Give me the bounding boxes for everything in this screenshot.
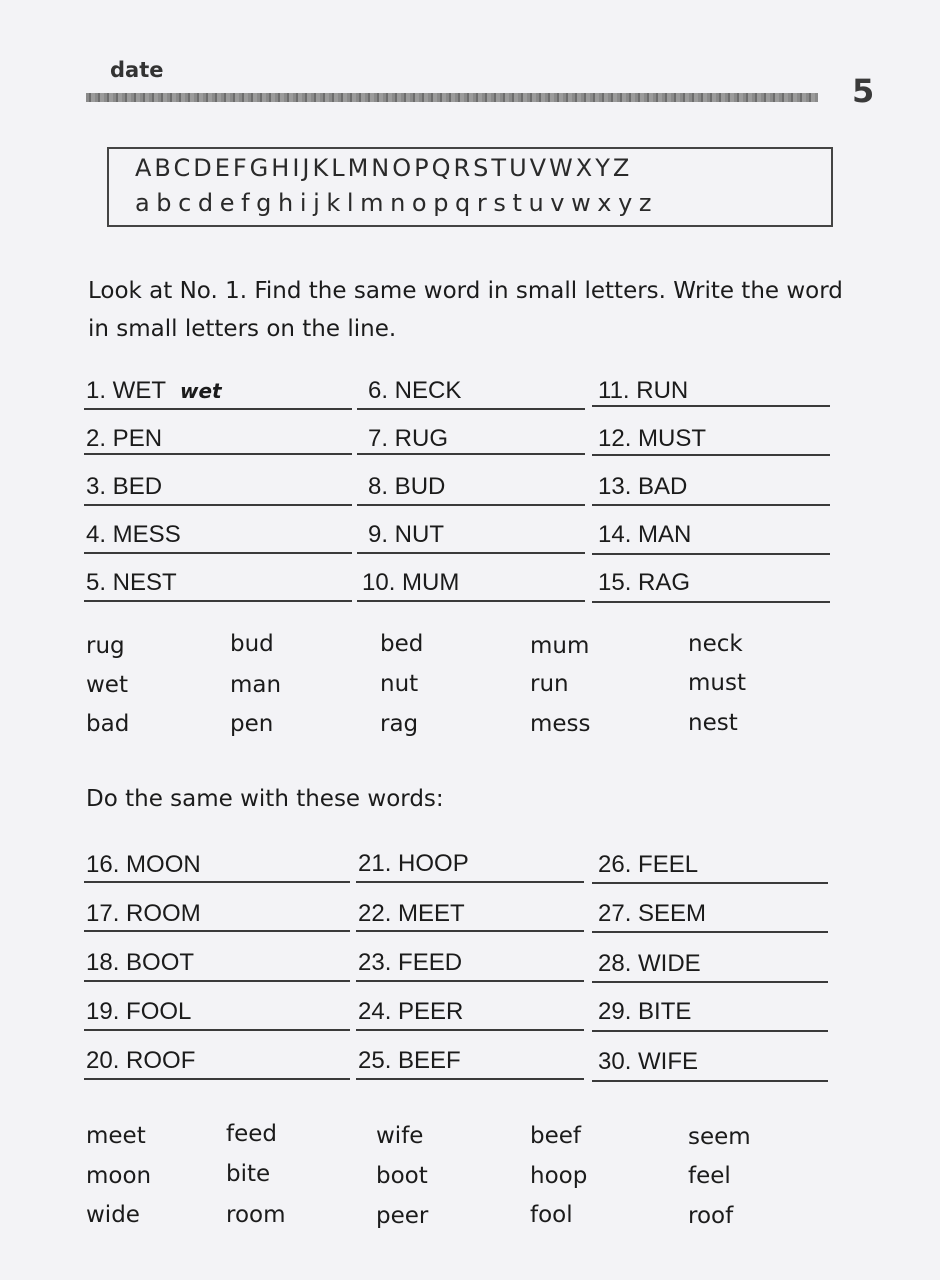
answer-line bbox=[592, 1080, 828, 1082]
word-bank-word: neck bbox=[688, 631, 743, 657]
exercise-item: 8. BUD bbox=[368, 473, 446, 500]
word-bank-word: bud bbox=[230, 631, 274, 657]
answer-line bbox=[592, 1030, 828, 1032]
exercise-item: 26. FEEL bbox=[598, 851, 699, 878]
exercise-item: 7. RUG bbox=[368, 425, 449, 452]
word-bank-word: bad bbox=[86, 711, 130, 737]
word-bank-word: mess bbox=[530, 711, 591, 737]
answer-line bbox=[592, 931, 828, 933]
word-bank-word: wet bbox=[86, 672, 128, 698]
word-bank-word: nut bbox=[380, 671, 419, 697]
word-bank-word: feel bbox=[688, 1163, 731, 1189]
word-bank-word: feed bbox=[226, 1121, 277, 1147]
word-bank-word: pen bbox=[230, 711, 274, 737]
word-bank-word: man bbox=[230, 672, 282, 698]
exercise-item: 10. MUM bbox=[362, 569, 460, 596]
header-rule bbox=[86, 93, 818, 102]
word-bank-word: beef bbox=[530, 1123, 581, 1149]
answer-line bbox=[84, 504, 352, 506]
exercise-item: 28. WIDE bbox=[598, 950, 701, 977]
answer-line bbox=[357, 408, 585, 410]
exercise-item: 16. MOON bbox=[86, 851, 201, 878]
exercise-item: 21. HOOP bbox=[358, 850, 469, 877]
word-bank-word: meet bbox=[86, 1123, 146, 1149]
word-bank-word: roof bbox=[688, 1203, 734, 1229]
word-bank-word: wife bbox=[376, 1123, 424, 1149]
answer-line bbox=[592, 405, 830, 407]
exercise-item: 25. BEEF bbox=[358, 1047, 461, 1074]
word-bank-word: wide bbox=[86, 1202, 140, 1228]
exercise-item: 30. WIFE bbox=[598, 1048, 699, 1075]
word-bank-word: hoop bbox=[530, 1163, 588, 1189]
sample-answer: wet bbox=[180, 379, 222, 403]
word-bank-word: room bbox=[226, 1202, 286, 1228]
answer-line bbox=[84, 600, 352, 602]
answer-line bbox=[356, 1078, 584, 1080]
answer-line bbox=[357, 552, 585, 554]
word-bank-word: run bbox=[530, 671, 569, 697]
exercise-item: 18. BOOT bbox=[86, 949, 195, 976]
answer-line bbox=[84, 930, 350, 932]
word-bank-word: fool bbox=[530, 1202, 573, 1228]
exercise-item: 5. NEST bbox=[86, 569, 177, 596]
word-bank-word: rag bbox=[380, 711, 419, 737]
answer-line bbox=[592, 981, 828, 983]
word-bank-word: bed bbox=[380, 631, 424, 657]
exercise-item: 14. MAN bbox=[598, 521, 692, 548]
answer-line bbox=[356, 1029, 584, 1031]
answer-line bbox=[84, 1078, 350, 1080]
exercise-item bbox=[86, 377, 222, 405]
exercise-item: 20. ROOF bbox=[86, 1047, 196, 1074]
answer-line bbox=[356, 881, 584, 883]
answer-line bbox=[84, 881, 350, 883]
page-number: 5 bbox=[852, 72, 875, 110]
date-label: date bbox=[110, 58, 164, 82]
word-bank-word: peer bbox=[376, 1203, 429, 1229]
instruction-section-2: Do the same with these words: bbox=[86, 786, 444, 812]
answer-line bbox=[84, 408, 352, 410]
exercise-item: 2. PEN bbox=[86, 425, 163, 452]
word-bank-word: bite bbox=[226, 1161, 271, 1187]
word-bank-word: boot bbox=[376, 1163, 428, 1189]
word-bank-word: moon bbox=[86, 1163, 152, 1189]
alphabet-uppercase: ABCDEFGHIJKLMNOPQRSTUVWXYZ bbox=[135, 154, 633, 182]
exercise-item: 19. FOOL bbox=[86, 998, 192, 1025]
exercise-item: 11. RUN bbox=[598, 377, 689, 404]
answer-line bbox=[84, 980, 350, 982]
answer-line bbox=[592, 601, 830, 603]
alphabet-box bbox=[107, 147, 833, 227]
alphabet-lowercase: abcdefghijklmnopqrstuvwxyz bbox=[135, 189, 659, 217]
answer-line bbox=[84, 453, 352, 455]
exercise-item: 15. RAG bbox=[598, 569, 691, 596]
word-bank-word: must bbox=[688, 670, 746, 696]
answer-line bbox=[592, 882, 828, 884]
answer-line bbox=[356, 980, 584, 982]
answer-line bbox=[357, 504, 585, 506]
exercise-item: 24. PEER bbox=[358, 998, 464, 1025]
answer-line bbox=[357, 453, 585, 455]
answer-line bbox=[84, 1029, 350, 1031]
exercise-item: 22. MEET bbox=[358, 900, 465, 927]
word-bank-word: seem bbox=[688, 1124, 751, 1150]
exercise-label: 1. WET bbox=[86, 377, 167, 404]
exercise-item: 3. BED bbox=[86, 473, 163, 500]
answer-line bbox=[356, 930, 584, 932]
exercise-item: 27. SEEM bbox=[598, 900, 707, 927]
word-bank-word: nest bbox=[688, 710, 738, 736]
exercise-item: 9. NUT bbox=[368, 521, 445, 548]
answer-line bbox=[592, 553, 830, 555]
exercise-item: 4. MESS bbox=[86, 521, 181, 548]
answer-line bbox=[592, 454, 830, 456]
word-bank-word: mum bbox=[530, 633, 590, 659]
exercise-item: 13. BAD bbox=[598, 473, 688, 500]
exercise-item: 6. NECK bbox=[368, 377, 462, 404]
answer-line bbox=[592, 504, 830, 506]
instruction-section-1: Look at No. 1. Find the same word in small letters. Write the word in small letters on the line. bbox=[88, 278, 843, 342]
exercise-item: 29. BITE bbox=[598, 998, 692, 1025]
word-bank-word: rug bbox=[86, 633, 125, 659]
answer-line bbox=[84, 552, 352, 554]
answer-line bbox=[357, 600, 585, 602]
exercise-item: 12. MUST bbox=[598, 425, 707, 452]
exercise-item: 23. FEED bbox=[358, 949, 463, 976]
exercise-item: 17. ROOM bbox=[86, 900, 201, 927]
